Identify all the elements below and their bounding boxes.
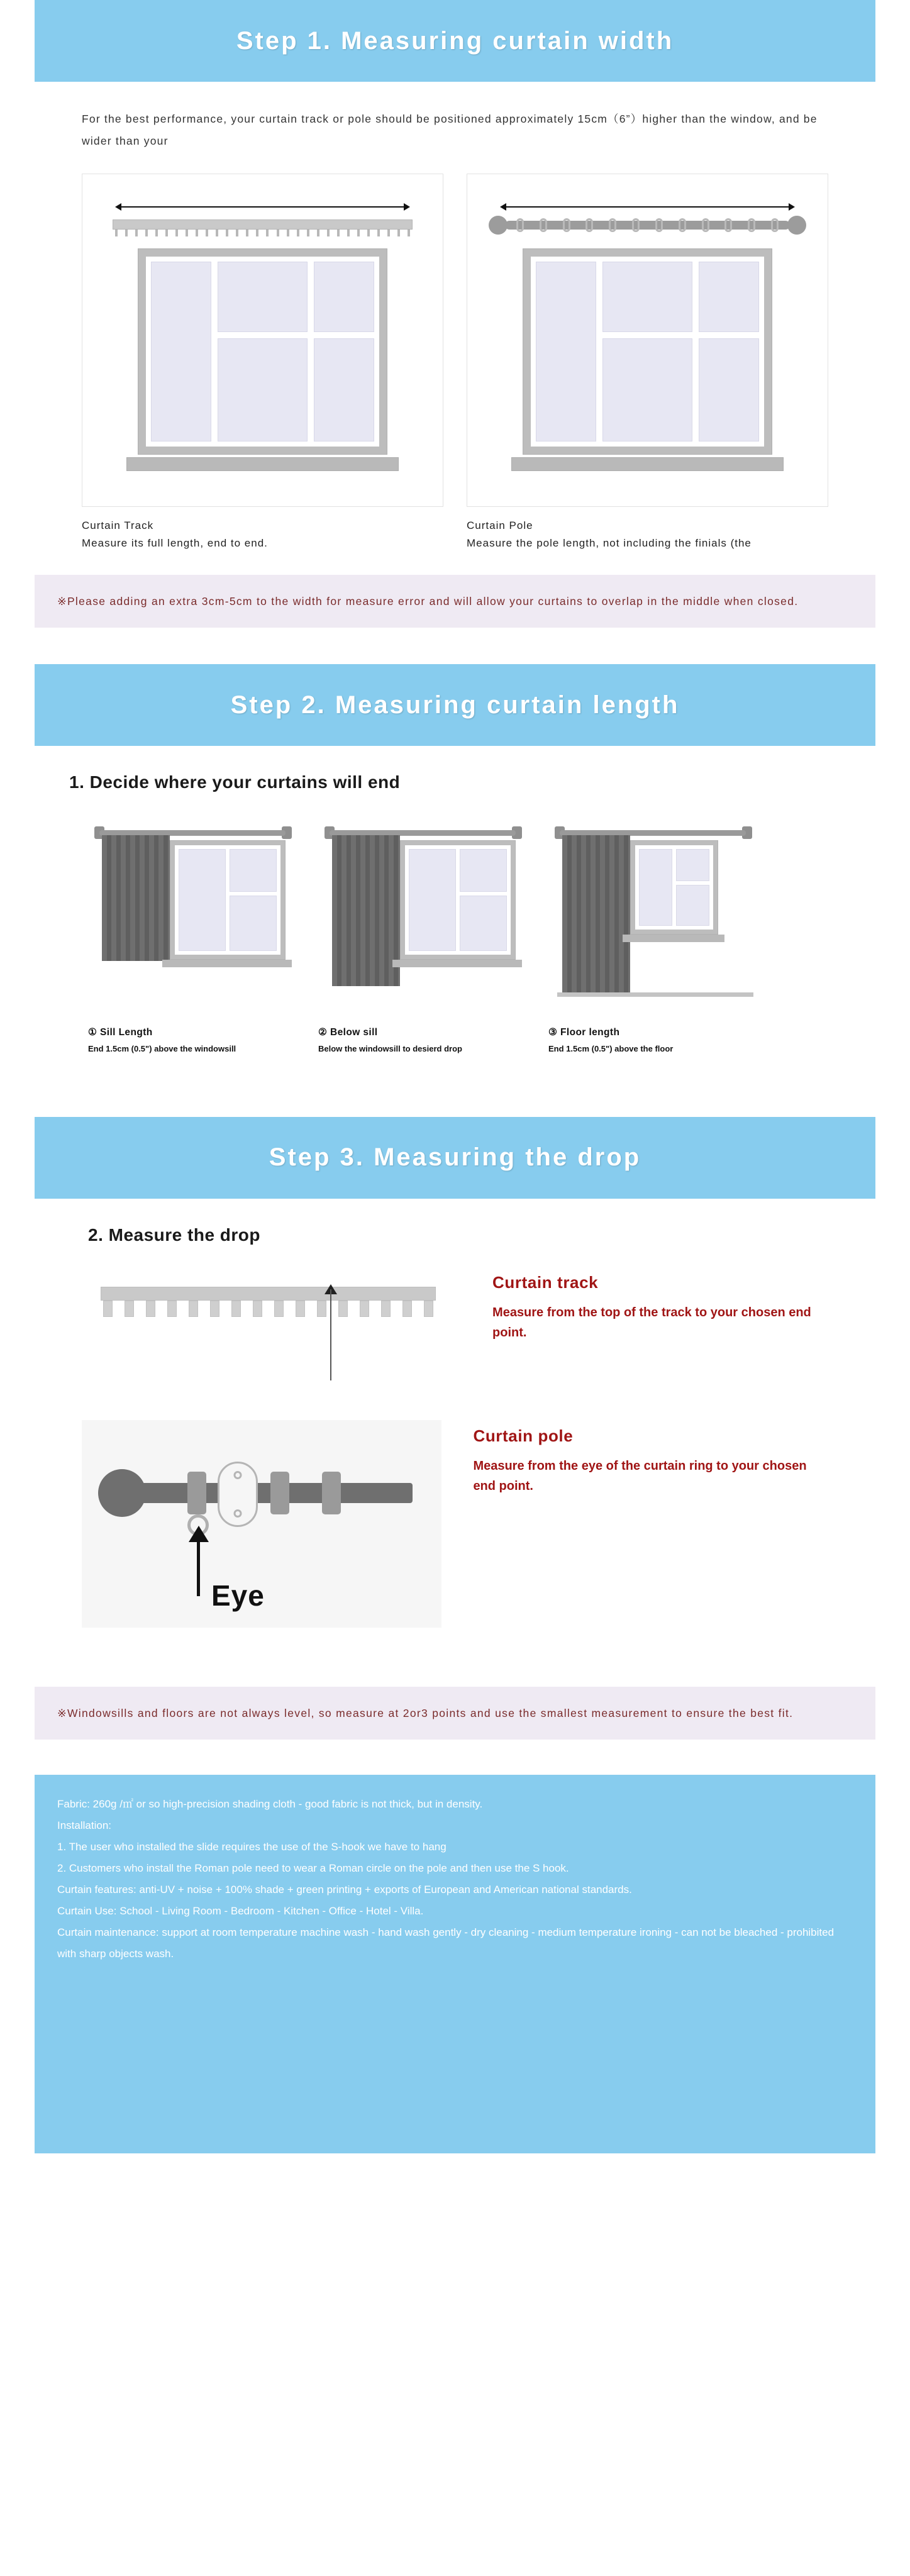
- window-pane: [218, 338, 308, 441]
- curtain-track-column: [82, 174, 443, 552]
- pole-rings-graphic: [516, 218, 779, 232]
- step-3-banner: [35, 1117, 875, 1199]
- sill-length-label: ① Sill Length: [88, 1027, 153, 1038]
- measure-line-graphic: [330, 1289, 331, 1380]
- detail-line: 1. The user who installed the slide requires the use of the S-hook we have to hang: [57, 1841, 447, 1853]
- step-1-note: ※Please adding an extra 3cm-5cm to the width for measure error and will allow your curtains to overlap in the middle when closed.: [35, 575, 875, 628]
- detail-line: Fabric: 260g /㎡ or so high-precision shading cloth - good fabric is not thick, but in density.: [57, 1798, 483, 1811]
- pole-drop-text: [441, 1420, 828, 1497]
- window-pane: [699, 262, 759, 332]
- detail-line: 2. Customers who install the Roman pole need to wear a Roman circle on the pole and then use the S hook.: [57, 1862, 569, 1875]
- window-pane: [676, 849, 709, 880]
- step-1-banner: [35, 0, 875, 82]
- track-bar-graphic: [113, 219, 413, 230]
- detail-line: Installation:: [57, 1819, 111, 1832]
- track-hooks-graphic: [115, 230, 410, 236]
- step-1-diagrams: [82, 174, 828, 552]
- window-pane: [230, 849, 277, 892]
- sill-length-diagram: [88, 814, 302, 1021]
- measure-pole-row: [82, 1420, 828, 1628]
- curtain-track-caption-title: Curtain Track: [82, 519, 154, 531]
- floor-length-desc: End 1.5cm (0.5") above the floor: [548, 1044, 674, 1054]
- curtain-graphic: [332, 835, 400, 986]
- window-pane: [230, 896, 277, 951]
- window-pane: [602, 262, 693, 332]
- below-sill-label: ② Below sill: [318, 1027, 378, 1038]
- window-graphic: [170, 840, 286, 960]
- pole-ring-block-graphic: [322, 1472, 341, 1514]
- measure-track-row: [82, 1267, 828, 1399]
- option-sill-length: [88, 814, 302, 1055]
- window-pane: [602, 338, 693, 441]
- pole-finial-right-graphic: [787, 216, 806, 235]
- curtain-pole-column: [467, 174, 828, 552]
- curtain-track-heading: Curtain track: [492, 1272, 599, 1292]
- step-3-subheading: 2. Measure the drop: [88, 1224, 261, 1245]
- sill-graphic: [623, 935, 724, 942]
- sill-graphic: [392, 960, 522, 967]
- option-floor-length: [548, 814, 762, 1055]
- step-2-title: Step 2. Measuring curtain length: [230, 691, 680, 719]
- floor-length-diagram: [548, 814, 762, 1021]
- track-drop-text: [461, 1267, 828, 1343]
- curtain-track-body: Measure from the top of the track to your chosen end point.: [492, 1305, 811, 1340]
- curtain-pole-body: Measure from the eye of the curtain ring to your chosen end point.: [473, 1458, 807, 1494]
- eye-label: Eye: [211, 1579, 265, 1612]
- width-arrow-icon: [115, 203, 410, 211]
- pole-drop-diagram: [82, 1420, 441, 1628]
- window-pane: [409, 849, 456, 951]
- pole-finial-graphic: [98, 1469, 146, 1517]
- window-frame-graphic: [138, 248, 387, 455]
- measure-line-graphic: [197, 1538, 200, 1596]
- window-frame-graphic: [523, 248, 772, 455]
- step-1-intro-text: For the best performance, your curtain track or pole should be positioned approximately 15cm（6”）higher than the window, and be wider than your: [82, 113, 818, 147]
- window-pane: [639, 849, 672, 926]
- window-pane: [460, 849, 507, 892]
- window-graphic: [630, 840, 718, 935]
- curtain-track-diagram: [82, 174, 443, 507]
- curtain-track-caption-body: Measure its full length, end to end.: [82, 537, 268, 550]
- window-pane: [676, 885, 709, 926]
- sill-graphic: [162, 960, 292, 967]
- window-pane: [536, 262, 596, 441]
- window-pane: [218, 262, 308, 332]
- curtain-graphic: [102, 835, 170, 961]
- window-pane: [179, 849, 226, 951]
- track-hooks-graphic: [103, 1301, 433, 1317]
- window-pane: [460, 896, 507, 951]
- option-below-sill: [318, 814, 532, 1055]
- window-sill-graphic: [126, 457, 399, 471]
- track-bar-graphic: [101, 1287, 436, 1301]
- detail-line: Curtain features: anti-UV + noise + 100% shade + green printing + exports of European and American national standards.: [57, 1884, 632, 1896]
- step-3-note: ※Windowsills and floors are not always level, so measure at 2or3 points and use the smallest measurement to ensure the best fit.: [35, 1687, 875, 1740]
- pole-ring-block-graphic: [187, 1472, 206, 1514]
- window-pane: [151, 262, 211, 441]
- below-sill-diagram: [318, 814, 532, 1021]
- floor-length-label: ③ Floor length: [548, 1027, 620, 1038]
- step-2-banner: [35, 664, 875, 746]
- curtain-pole-diagram: [467, 174, 828, 507]
- curtain-pole-caption-title: Curtain Pole: [467, 519, 533, 531]
- floor-line-graphic: [557, 992, 753, 997]
- detail-line: Curtain maintenance: support at room temperature machine wash - hand wash gently - dry cleaning - medium temperature ironing - can not be bleached - prohibited with sharp objects wash.: [57, 1926, 835, 1960]
- detail-line: Curtain Use: School - Living Room - Bedroom - Kitchen - Office - Hotel - Villa.: [57, 1905, 424, 1918]
- pole-ring-block-graphic: [270, 1472, 289, 1514]
- window-graphic: [400, 840, 516, 960]
- product-details-block: [35, 1775, 875, 2153]
- step-3-title: Step 3. Measuring the drop: [269, 1143, 641, 1172]
- sill-length-desc: End 1.5cm (0.5") above the windowsill: [88, 1044, 236, 1054]
- step-1-title: Step 1. Measuring curtain width: [236, 26, 674, 55]
- curtain-pole-heading: Curtain pole: [473, 1426, 574, 1445]
- width-arrow-icon: [500, 203, 795, 211]
- window-pane: [314, 338, 374, 441]
- step-2-options: [88, 814, 822, 1055]
- window-sill-graphic: [511, 457, 784, 471]
- curtain-pole-caption-body: Measure the pole length, not including the finials (the: [467, 537, 752, 550]
- step-2-subheading: 1. Decide where your curtains will end: [69, 772, 401, 792]
- pole-bracket-graphic: [218, 1462, 258, 1527]
- curtain-pole-caption: [467, 517, 828, 552]
- window-pane: [314, 262, 374, 332]
- curtain-graphic: [562, 835, 630, 992]
- window-pane: [699, 338, 759, 441]
- curtain-track-caption: [82, 517, 443, 552]
- below-sill-desc: Below the windowsill to desierd drop: [318, 1044, 462, 1054]
- track-drop-diagram: [82, 1267, 461, 1399]
